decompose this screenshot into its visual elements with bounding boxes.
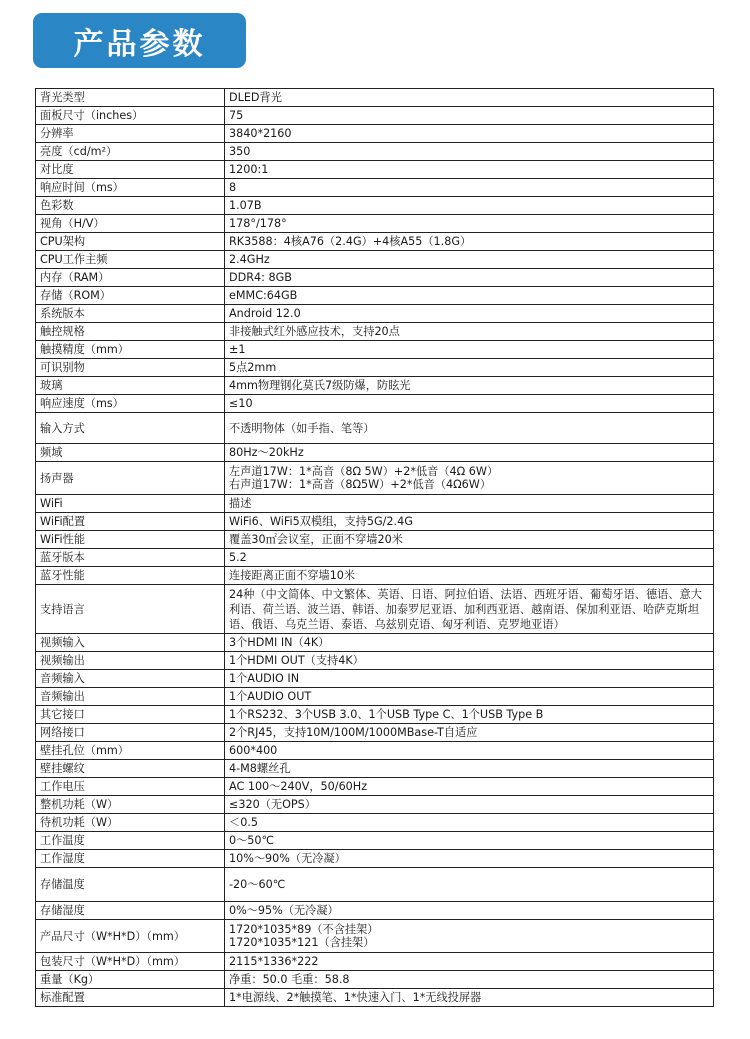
table-row <box>36 462 714 495</box>
spec-key: 音频输入 <box>36 670 225 688</box>
table-row <box>36 323 714 341</box>
spec-key: 系统版本 <box>36 305 225 323</box>
spec-key: 视频输入 <box>36 634 225 652</box>
spec-value: 1个AUDIO OUT <box>225 688 714 706</box>
table-row <box>36 724 714 742</box>
spec-key: 待机功耗（W） <box>36 814 225 832</box>
table-row <box>36 902 714 920</box>
table-row <box>36 89 714 107</box>
spec-value: 3个HDMI IN（4K） <box>225 634 714 652</box>
spec-value: 75 <box>225 107 714 125</box>
table-row <box>36 359 714 377</box>
table-row <box>36 652 714 670</box>
spec-value: 1.07B <box>225 197 714 215</box>
spec-key: 扬声器 <box>36 462 225 495</box>
spec-key: 重量（Kg） <box>36 971 225 989</box>
size-without-mount: 1720*1035*89（不含挂架） <box>229 923 379 936</box>
spec-key: CPU架构 <box>36 233 225 251</box>
spec-value: 非接触式红外感应技术，支持20点 <box>225 323 714 341</box>
spec-value: eMMC:64GB <box>225 287 714 305</box>
table-row <box>36 688 714 706</box>
spec-key: 对比度 <box>36 161 225 179</box>
spec-value: Android 12.0 <box>225 305 714 323</box>
spec-key: 内存（RAM） <box>36 269 225 287</box>
spec-key: 壁挂螺纹 <box>36 760 225 778</box>
speaker-left: 左声道17W：1*高音（8Ω 5W）+2*低音（4Ω 6W） <box>229 465 499 478</box>
table-row <box>36 585 714 634</box>
spec-value: 350 <box>225 143 714 161</box>
spec-key: WiFi性能 <box>36 531 225 549</box>
table-row <box>36 125 714 143</box>
table-row <box>36 742 714 760</box>
spec-key: 包装尺寸（W*H*D）（mm） <box>36 953 225 971</box>
spec-value: 覆盖30㎡会议室，正面不穿墙20米 <box>225 531 714 549</box>
table-row <box>36 868 714 902</box>
spec-key: 壁挂孔位（mm） <box>36 742 225 760</box>
spec-key: 视频输出 <box>36 652 225 670</box>
table-row <box>36 444 714 462</box>
spec-value: AC 100～240V，50/60Hz <box>225 778 714 796</box>
spec-key: 工作湿度 <box>36 850 225 868</box>
spec-key: 存储湿度 <box>36 902 225 920</box>
spec-key: 工作电压 <box>36 778 225 796</box>
table-row <box>36 179 714 197</box>
table-row <box>36 706 714 724</box>
spec-key: 输入方式 <box>36 413 225 444</box>
table-row <box>36 495 714 513</box>
spec-value: 178°/178° <box>225 215 714 233</box>
spec-value: 1*电源线、2*触摸笔、1*快速入门、1*无线投屏器 <box>225 989 714 1007</box>
spec-value: WiFi6、WiFi5双模组，支持5G/2.4G <box>225 513 714 531</box>
table-row <box>36 920 714 953</box>
spec-value: 净重：50.0 毛重：58.8 <box>225 971 714 989</box>
spec-value: RK3588：4核A76（2.4G）+4核A55（1.8G） <box>225 233 714 251</box>
spec-value: 600*400 <box>225 742 714 760</box>
table-row <box>36 760 714 778</box>
spec-key: 亮度（cd/m²） <box>36 143 225 161</box>
spec-value: DLED背光 <box>225 89 714 107</box>
table-row <box>36 549 714 567</box>
spec-value: 3840*2160 <box>225 125 714 143</box>
spec-value: 描述 <box>225 495 714 513</box>
spec-key: 蓝牙版本 <box>36 549 225 567</box>
table-row <box>36 107 714 125</box>
spec-value <box>225 920 714 953</box>
spec-key: 支持语言 <box>36 585 225 634</box>
spec-value: ≤320（无OPS） <box>225 796 714 814</box>
spec-key: WiFi配置 <box>36 513 225 531</box>
spec-key: 整机功耗（W） <box>36 796 225 814</box>
spec-value: 不透明物体（如手指、笔等） <box>225 413 714 444</box>
spec-key: 存储温度 <box>36 868 225 902</box>
table-row <box>36 197 714 215</box>
spec-key: 触摸精度（mm） <box>36 341 225 359</box>
spec-key: 触控规格 <box>36 323 225 341</box>
table-row <box>36 395 714 413</box>
table-row <box>36 670 714 688</box>
table-row <box>36 233 714 251</box>
spec-value: 10%～90%（无冷凝） <box>225 850 714 868</box>
spec-value: 1个HDMI OUT（支持4K） <box>225 652 714 670</box>
table-row <box>36 814 714 832</box>
spec-value: 2个RJ45，支持10M/100M/1000MBase-T自适应 <box>225 724 714 742</box>
spec-key: 视角（H/V） <box>36 215 225 233</box>
spec-key: 产品尺寸（W*H*D）（mm） <box>36 920 225 953</box>
spec-value: ≤10 <box>225 395 714 413</box>
table-row <box>36 251 714 269</box>
spec-key: 其它接口 <box>36 706 225 724</box>
section-title-badge <box>33 13 246 68</box>
spec-key: WiFi <box>36 495 225 513</box>
spec-value: -20～60℃ <box>225 868 714 902</box>
table-row <box>36 989 714 1007</box>
spec-key: 响应速度（ms） <box>36 395 225 413</box>
table-row <box>36 341 714 359</box>
table-row <box>36 287 714 305</box>
spec-key: 工作温度 <box>36 832 225 850</box>
table-row <box>36 850 714 868</box>
spec-key: 频域 <box>36 444 225 462</box>
spec-key: 标准配置 <box>36 989 225 1007</box>
table-row <box>36 796 714 814</box>
spec-key: 存储（ROM） <box>36 287 225 305</box>
table-row <box>36 832 714 850</box>
spec-key: 可识别物 <box>36 359 225 377</box>
table-row <box>36 971 714 989</box>
table-row <box>36 377 714 395</box>
spec-table <box>35 88 714 1007</box>
table-row <box>36 513 714 531</box>
spec-value: 8 <box>225 179 714 197</box>
spec-key: 面板尺寸（inches） <box>36 107 225 125</box>
spec-value: 4-M8螺丝孔 <box>225 760 714 778</box>
table-row <box>36 567 714 585</box>
table-row <box>36 161 714 179</box>
spec-key: 响应时间（ms） <box>36 179 225 197</box>
spec-value: 2.4GHz <box>225 251 714 269</box>
spec-value: 5点2mm <box>225 359 714 377</box>
spec-key: 分辨率 <box>36 125 225 143</box>
spec-value: ＜0.5 <box>225 814 714 832</box>
spec-value <box>225 462 714 495</box>
spec-value: 5.2 <box>225 549 714 567</box>
table-row <box>36 634 714 652</box>
table-row <box>36 413 714 444</box>
spec-value: 连接距离正面不穿墙10米 <box>225 567 714 585</box>
table-row <box>36 531 714 549</box>
spec-key: CPU工作主频 <box>36 251 225 269</box>
spec-value: ±1 <box>225 341 714 359</box>
spec-value: 1个AUDIO IN <box>225 670 714 688</box>
table-row <box>36 215 714 233</box>
section-title: 产品参数 <box>73 26 206 62</box>
spec-key: 背光类型 <box>36 89 225 107</box>
spec-value: 2115*1336*222 <box>225 953 714 971</box>
table-row <box>36 778 714 796</box>
spec-key: 玻璃 <box>36 377 225 395</box>
spec-key: 色彩数 <box>36 197 225 215</box>
spec-key: 蓝牙性能 <box>36 567 225 585</box>
spec-key: 音频输出 <box>36 688 225 706</box>
spec-value: 24种（中文简体、中文繁体、英语、日语、阿拉伯语、法语、西班牙语、葡萄牙语、德语、意大利语、荷兰语、波兰语、韩语、加泰罗尼亚语、加利西亚语、越南语、保加利亚语、哈萨克斯坦语、俄语、乌克兰语、泰语、乌兹别克语、匈牙利语、克罗地亚语） <box>225 585 714 634</box>
table-row <box>36 269 714 287</box>
spec-value: 1个RS232、3个USB 3.0、1个USB Type C、1个USB Type B <box>225 706 714 724</box>
spec-value: 0%～95%（无冷凝） <box>225 902 714 920</box>
spec-value: 80Hz～20kHz <box>225 444 714 462</box>
spec-value: DDR4: 8GB <box>225 269 714 287</box>
spec-value: 4mm物理钢化莫氏7级防爆，防眩光 <box>225 377 714 395</box>
spec-value: 0～50℃ <box>225 832 714 850</box>
table-row <box>36 143 714 161</box>
size-with-mount: 1720*1035*121（含挂架） <box>229 936 375 949</box>
spec-value: 1200:1 <box>225 161 714 179</box>
spec-key: 网络接口 <box>36 724 225 742</box>
table-row <box>36 305 714 323</box>
speaker-right: 右声道17W：1*高音（8Ω5W）+2*低音（4Ω6W） <box>229 478 492 491</box>
table-row <box>36 953 714 971</box>
